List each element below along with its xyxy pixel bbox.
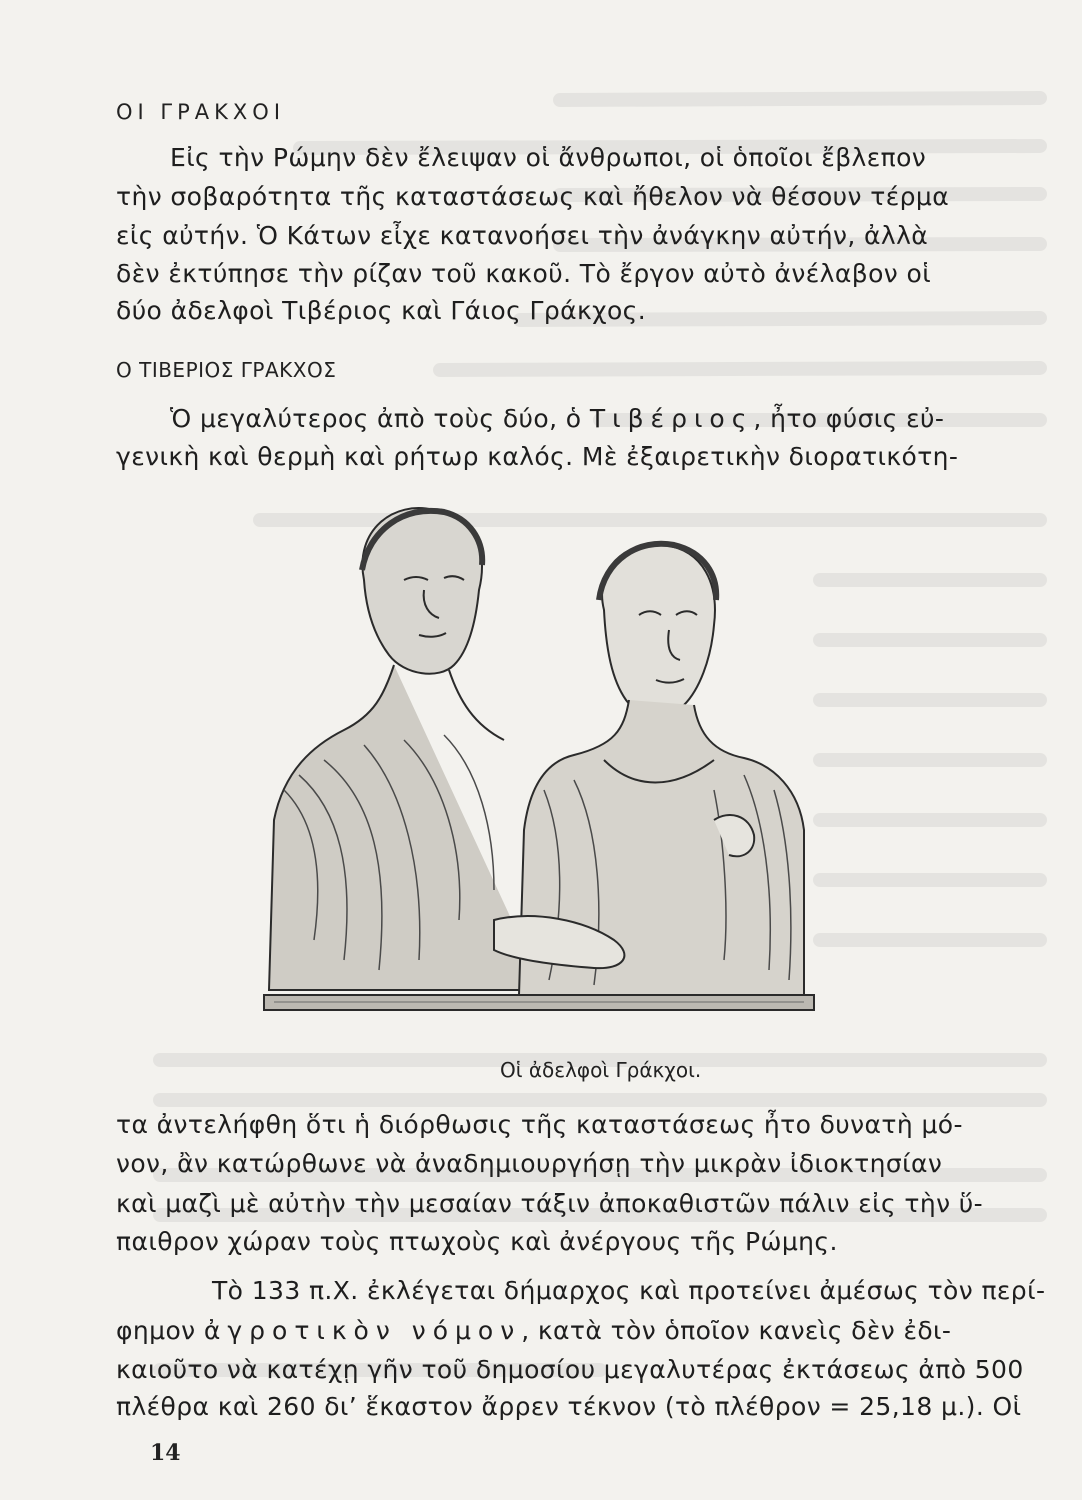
page-number: 14 <box>150 1440 181 1466</box>
paragraph4-line2-start: φημον <box>116 1316 196 1345</box>
paragraph1-line1: Εἰς τὴν Ρώμην δὲν ἔλειψαν οἱ ἄνθρωποι, οἱ ὁποῖοι ἔβλεπον <box>170 143 927 172</box>
paragraph3-line2: νον, ἂν κατώρθωνε νὰ ἀναδημιουργήσῃ τὴν μικρὰν ἰδιοκτησίαν <box>116 1149 943 1178</box>
paragraph4-line4: πλέθρα καὶ 260 δι’ ἕκαστον ἄρρεν τέκνον (τὸ πλέθρον = 25,18 μ.). Οἱ <box>116 1392 1022 1421</box>
paragraph4-line2-end: , κατὰ τὸν ὁποῖον κανεὶς δὲν ἐδι- <box>521 1316 952 1345</box>
paragraph2-line1 <box>170 404 1082 434</box>
tiberius-emphasis: Τιβέριος <box>589 404 754 433</box>
subsection-title: Ο ΤΙΒΕΡΙΟΣ ΓΡΑΚΧΟΣ <box>116 358 337 382</box>
agrarian-law-emphasis: ἀγροτικὸν νόμον <box>203 1316 522 1345</box>
figure-caption: Οἱ ἀδελφοὶ Γράκχοι. <box>500 1058 702 1082</box>
paragraph1-line4: δὲν ἐκτύπησε τὴν ρίζαν τοῦ κακοῦ. Τὸ ἔργον αὐτὸ ἀνέλαβον οἱ <box>116 259 932 288</box>
paragraph4-line3: καιοῦτο νὰ κατέχῃ γῆν τοῦ δημοσίου μεγαλυτέρας ἐκτάσεως ἀπὸ 500 <box>116 1355 1024 1384</box>
paragraph3-line4: παιθρον χώραν τοὺς πτωχοὺς καὶ ἀνέργους τῆς Ρώμης. <box>116 1227 838 1256</box>
section-title: ΟΙ ΓΡΑΚΧΟΙ <box>116 100 286 124</box>
paragraph1-line2: τὴν σοβαρότητα τῆς καταστάσεως καὶ ἤθελον νὰ θέσουν τέρμα <box>116 182 950 211</box>
gracchi-brothers-illustration <box>244 490 824 1020</box>
paragraph3-line3: καὶ μαζὶ μὲ αὐτὴν τὴν μεσαίαν τάξιν ἀποκαθιστῶν πάλιν εἰς τὴν ὕ- <box>116 1189 984 1218</box>
paragraph3-line1: τα ἀντελήφθη ὅτι ἡ διόρθωσις τῆς καταστάσεως ἦτο δυνατὴ μό- <box>116 1110 963 1139</box>
paragraph4-line1: Τὸ 133 π.Χ. ἐκλέγεται δήμαρχος καὶ προτείνει ἀμέσως τὸν περί- <box>212 1276 1046 1305</box>
paragraph2-line1-end: , ἦτο φύσις εὐ- <box>753 404 945 433</box>
paragraph1-line5: δύο ἀδελφοὶ Τιβέριος καὶ Γάιος Γράκχος. <box>116 296 647 325</box>
paragraph4-line2 <box>116 1316 1036 1346</box>
paragraph1-line3: εἰς αὐτήν. Ὁ Κάτων εἶχε κατανοήσει τὴν ἀνάγκην αὐτήν, ἀλλὰ <box>116 221 929 250</box>
paragraph2-line1-start: Ὁ μεγαλύτερος ἀπὸ τοὺς δύο, ὁ <box>170 404 582 433</box>
paragraph2-line2: γενικὴ καὶ θερμὴ καὶ ρήτωρ καλός. Μὲ ἐξαιρετικὴν διορατικότη- <box>116 442 959 471</box>
